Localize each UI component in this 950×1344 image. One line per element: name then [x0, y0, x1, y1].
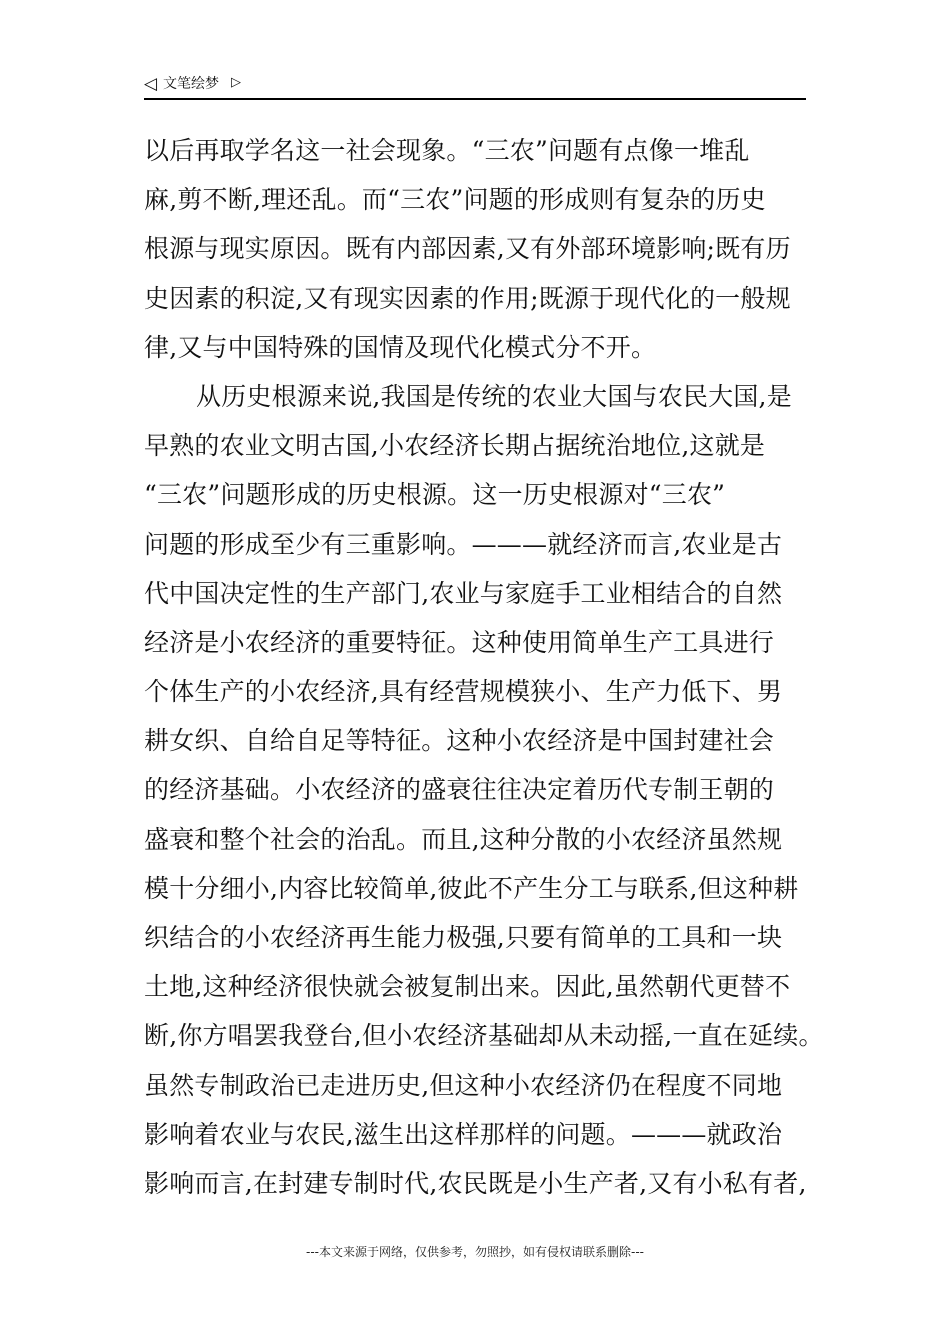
- body-line: “三农”问题形成的历史根源。这一历史根源对“三农”: [144, 480, 726, 510]
- body-line: 织结合的小农经济再生能力极强,只要有简单的工具和一块: [144, 923, 783, 952]
- body-line: 经济是小农经济的重要特征。这种使用简单生产工具进行: [144, 627, 775, 657]
- body-line: 模十分细小,内容比较简单,彼此不产生分工与联系,但这种耕: [144, 873, 799, 903]
- body-line: 问题的形成至少有三重影响。———就经济而言,农业是古: [144, 529, 783, 559]
- body-line: 影响着农业与农民,滋生出这样那样的问题。———就政治: [144, 1119, 783, 1149]
- body-line: 虽然专制政治已走进历史,但这种小农经济仍在程度不同地: [144, 1070, 783, 1100]
- body-line: 耕女织、自给自足等特征。这种小农经济是中国封建社会: [144, 726, 775, 756]
- body-line: 律,又与中国特殊的国情及现代化模式分不开。: [144, 332, 657, 362]
- body-line: 代中国决定性的生产部门,农业与家庭手工业相结合的自然: [144, 578, 783, 608]
- body-line: 土地,这种经济很快就会被复制出来。因此,虽然朝代更替不: [144, 972, 791, 1002]
- body-line: 的经济基础。小农经济的盛衰往往决定着历代专制王朝的: [144, 775, 775, 805]
- paragraph-first-line: 从历史根源来说,我国是传统的农业大国与农民大国,是: [196, 381, 792, 411]
- header-title: 文笔绘梦: [163, 76, 219, 92]
- body-line: 早熟的农业文明古国,小农经济长期占据统治地位,这就是: [144, 431, 766, 461]
- page-header: [144, 72, 806, 100]
- left-triangle-icon: ◁: [144, 74, 158, 94]
- body-line: 个体生产的小农经济,具有经营规模狭小、生产力低下、男: [144, 677, 783, 707]
- body-line: 盛衰和整个社会的治乱。而且,这种分散的小农经济虽然规: [144, 824, 783, 854]
- body-line: 以后再取学名这一社会现象。“三农”问题有点像一堆乱: [144, 136, 750, 165]
- body-line: 影响而言,在封建专制时代,农民既是小生产者,又有小私有者,: [144, 1168, 807, 1198]
- right-triangle-icon: ▷: [231, 75, 241, 90]
- body-line: 麻,剪不断,理还乱。而“三农”问题的形成则有复杂的历史: [144, 185, 766, 215]
- footer-disclaimer: ---本文来源于网络，仅供参考，勿照抄，如有侵权请联系删除---: [306, 1245, 644, 1259]
- body-line: 断,你方唱罢我登台,但小农经济基础却从未动摇,一直在延续。: [144, 1021, 824, 1051]
- document-body: [144, 126, 824, 1208]
- body-line: 根源与现实原因。既有内部因素,又有外部环境影响;既有历: [144, 234, 791, 264]
- body-line: 史因素的积淀,又有现实因素的作用;既源于现代化的一般规: [144, 283, 791, 313]
